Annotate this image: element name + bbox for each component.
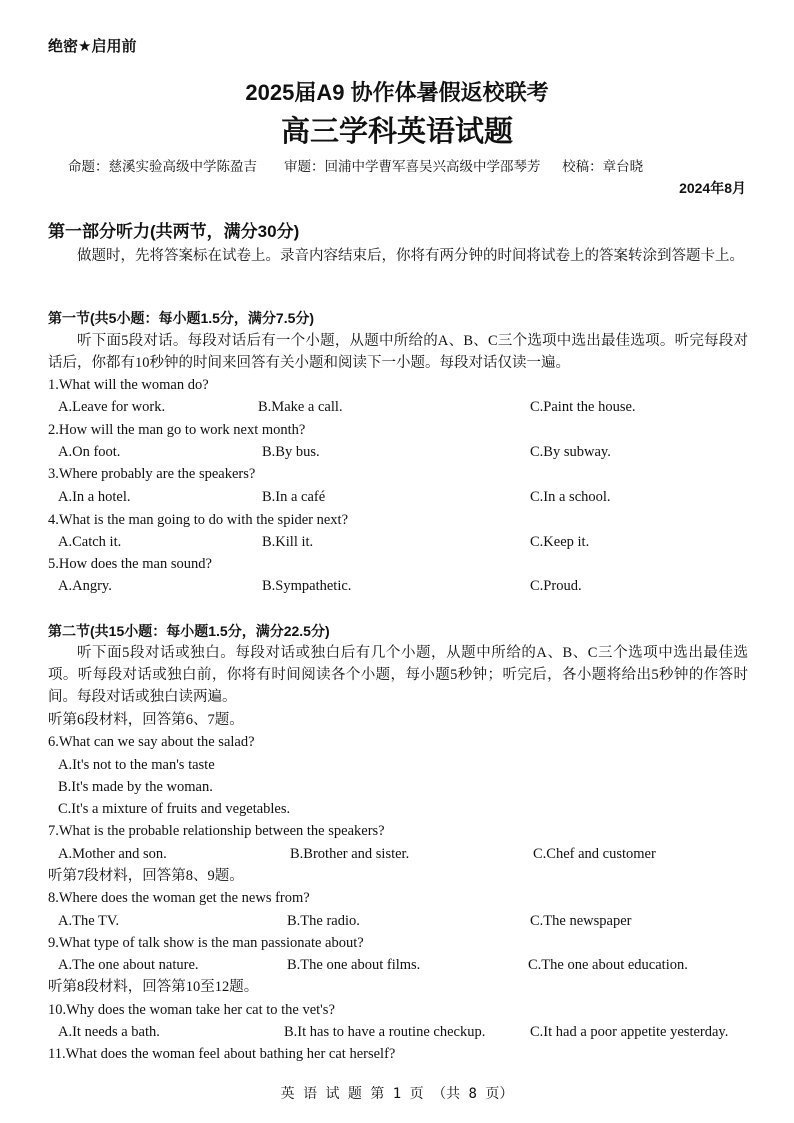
- section2-intro: 听下面5段对话或独白。每段对话或独白后有几个小题，从题中所给的A、B、C三个选项中选出最佳选项。听每段对话或独白前，你将有时间阅读各个小题，每小题5秒钟；听完后，各小题将给出5秒钟的作答时间。每段对话或独白读两遍。: [48, 645, 748, 705]
- option-c: C.It's a mixture of fruits and vegetables.: [58, 801, 291, 817]
- option-b: B.The radio.: [287, 913, 360, 929]
- question: 2.How will the man go to work next month?: [48, 422, 306, 438]
- question: 9.What type of talk show is the man passionate about?: [48, 935, 364, 951]
- option-c: C.Chef and customer: [533, 846, 656, 862]
- option-a: A.Angry.: [58, 578, 112, 594]
- material-note: 听第8段材料，回答第10至12题。: [48, 979, 259, 995]
- option-c: C.Paint the house.: [530, 399, 636, 415]
- option-b: B.The one about films.: [287, 957, 421, 973]
- option-c: C.Proud.: [530, 578, 582, 594]
- option-a: A.The TV.: [58, 913, 120, 929]
- part1-intro: 做题时，先将答案标在试卷上。录音内容结束后，你将有两分钟的时间将试卷上的答案转涂到答题卡上。: [77, 248, 744, 264]
- option-c: C.The one about education.: [528, 957, 688, 973]
- option-b: B.It's made by the woman.: [58, 779, 213, 795]
- option-b: B.Brother and sister.: [290, 846, 410, 862]
- option-c: C.It had a poor appetite yesterday.: [530, 1024, 729, 1040]
- exam-title: 2025届A9 协作体暑假返校联考: [245, 80, 549, 105]
- option-a: A.Leave for work.: [58, 399, 166, 415]
- option-c: C.In a school.: [530, 489, 611, 505]
- option-b: B.By bus.: [262, 444, 320, 460]
- date: 2024年8月: [679, 180, 746, 196]
- confidential-label: 绝密★启用前: [48, 38, 137, 55]
- credits: 命题：慈溪实验高级中学陈盈吉 审题：回浦中学曹军喜吴兴高级中学邵琴芳 校稿：章台晓: [68, 159, 644, 175]
- option-b: B.Sympathetic.: [262, 578, 352, 594]
- option-a: A.It needs a bath.: [58, 1024, 160, 1040]
- section1-heading: 第一节(共5小题：每小题1.5分，满分7.5分): [48, 310, 315, 326]
- question: 7.What is the probable relationship between the speakers?: [48, 823, 385, 839]
- option-b: B.It has to have a routine checkup.: [284, 1024, 486, 1040]
- paper-title: 高三学科英语试题: [280, 116, 513, 148]
- option-a: A.It's not to the man's taste: [58, 757, 215, 773]
- material-note: 听第7段材料，回答第8、9题。: [48, 868, 244, 884]
- option-c: C.By subway.: [530, 444, 611, 460]
- question: 3.Where probably are the speakers?: [48, 466, 256, 482]
- section2-heading: 第二节(共15小题：每小题1.5分，满分22.5分): [48, 623, 330, 639]
- option-c: C.The newspaper: [530, 913, 632, 929]
- section1-intro: 听下面5段对话。每段对话后有一个小题，从题中所给的A、B、C三个选项中选出最佳选项。听完每段对话后，你都有10秒钟的时间来回答有关小题和阅读下一小题。每段对话仅读一遍。: [48, 333, 748, 371]
- option-a: A.On foot.: [58, 444, 121, 460]
- question: 5.How does the man sound?: [48, 556, 212, 572]
- option-a: A.The one about nature.: [58, 957, 199, 973]
- option-b: B.Make a call.: [258, 399, 343, 415]
- question: 1.What will the woman do?: [48, 377, 209, 393]
- material-note: 听第6段材料，回答第6、7题。: [48, 712, 244, 728]
- option-b: B.In a café: [262, 489, 326, 505]
- question: 8.Where does the woman get the news from?: [48, 890, 310, 906]
- option-a: A.Mother and son.: [58, 846, 167, 862]
- part1-heading: 第一部分听力(共两节，满分30分): [48, 222, 300, 241]
- option-a: A.In a hotel.: [58, 489, 131, 505]
- question: 6.What can we say about the salad?: [48, 734, 255, 750]
- question: 4.What is the man going to do with the spider next?: [48, 512, 349, 528]
- question: 11.What does the woman feel about bathing her cat herself?: [48, 1046, 396, 1062]
- question: 10.Why does the woman take her cat to the vet's?: [48, 1002, 335, 1018]
- page-footer: 英 语 试 题 第 1 页 （共 8 页）: [280, 1086, 514, 1102]
- option-b: B.Kill it.: [262, 534, 314, 550]
- option-a: A.Catch it.: [58, 534, 122, 550]
- option-c: C.Keep it.: [530, 534, 590, 550]
